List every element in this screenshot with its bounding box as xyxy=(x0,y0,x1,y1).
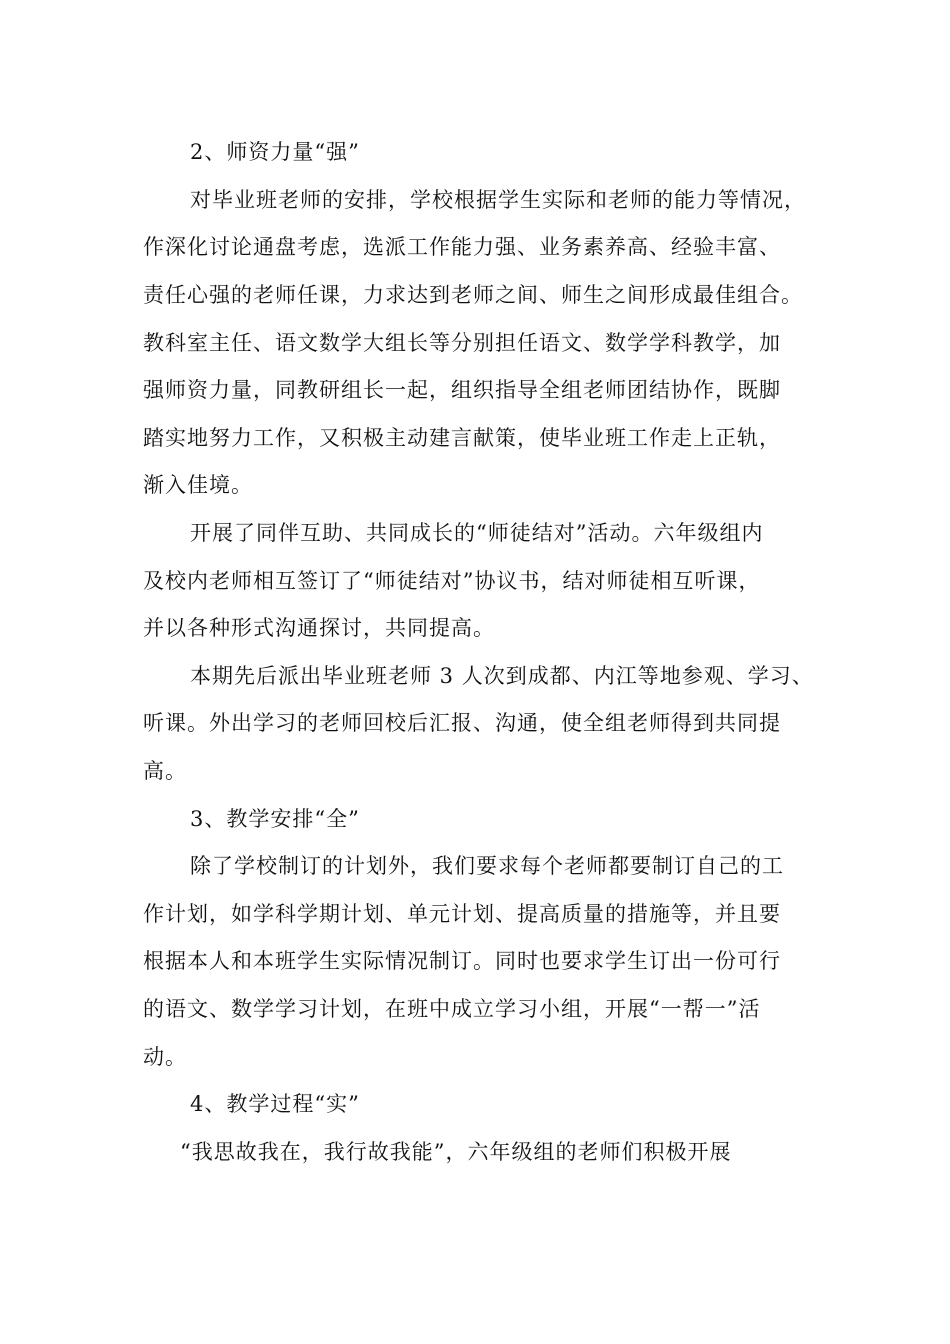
paragraph-line: 强师资力量，同教研组长一起，组织指导全组老师团结协作，既脚 xyxy=(143,378,781,402)
paragraph-line: 听课。外出学习的老师回校后汇报、沟通，使全组老师得到共同提 xyxy=(143,711,781,735)
paragraph-line: 责任心强的老师任课，力求达到老师之间、师生之间形成最佳组合。 xyxy=(143,283,803,307)
paragraph-line: 渐入佳境。 xyxy=(143,473,253,497)
paragraph-line: 作计划，如学科学期计划、单元计划、提高质量的措施等，并且要 xyxy=(143,902,781,926)
paragraph-line: 高。 xyxy=(143,759,187,783)
section-heading-process: 4、教学过程“实” xyxy=(190,1092,360,1116)
paragraph-line: 及校内老师相互签订了“师徒结对”协议书，结对师徒相互听课， xyxy=(143,569,761,593)
paragraph-line: 对毕业班老师的安排，学校根据学生实际和老师的能力等情况， xyxy=(190,188,806,212)
paragraph-line: 动。 xyxy=(143,1045,187,1069)
paragraph-line: 的语文、数学学习计划，在班中成立学习小组，开展“一帮一”活 xyxy=(143,997,761,1021)
section-heading-teachers: 2、师资力量“强” xyxy=(190,140,360,164)
paragraph-line: 教科室主任、语文数学大组长等分别担任语文、数学学科教学，加 xyxy=(143,331,781,355)
paragraph-line: 并以各种形式沟通探讨，共同提高。 xyxy=(143,616,495,640)
paragraph-line: 根据本人和本班学生实际情况制订。同时也要求学生订出一份可行 xyxy=(143,949,781,973)
section-heading-arrangement: 3、教学安排“全” xyxy=(190,807,360,831)
paragraph-line: “我思故我在，我行故我能”，六年级组的老师们积极开展 xyxy=(180,1140,732,1164)
paragraph-line: 作深化讨论通盘考虑，选派工作能力强、业务素养高、经验丰富、 xyxy=(143,235,781,259)
paragraph-line: 本期先后派出毕业班老师 3 人次到成都、内江等地参观、学习、 xyxy=(190,664,814,688)
paragraph-line: 除了学校制订的计划外，我们要求每个老师都要制订自己的工 xyxy=(190,854,784,878)
paragraph-line: 踏实地努力工作，又积极主动建言献策，使毕业班工作走上正轨， xyxy=(143,426,781,450)
paragraph-line: 开展了同伴互助、共同成长的“师徒结对”活动。六年级组内 xyxy=(190,521,764,545)
